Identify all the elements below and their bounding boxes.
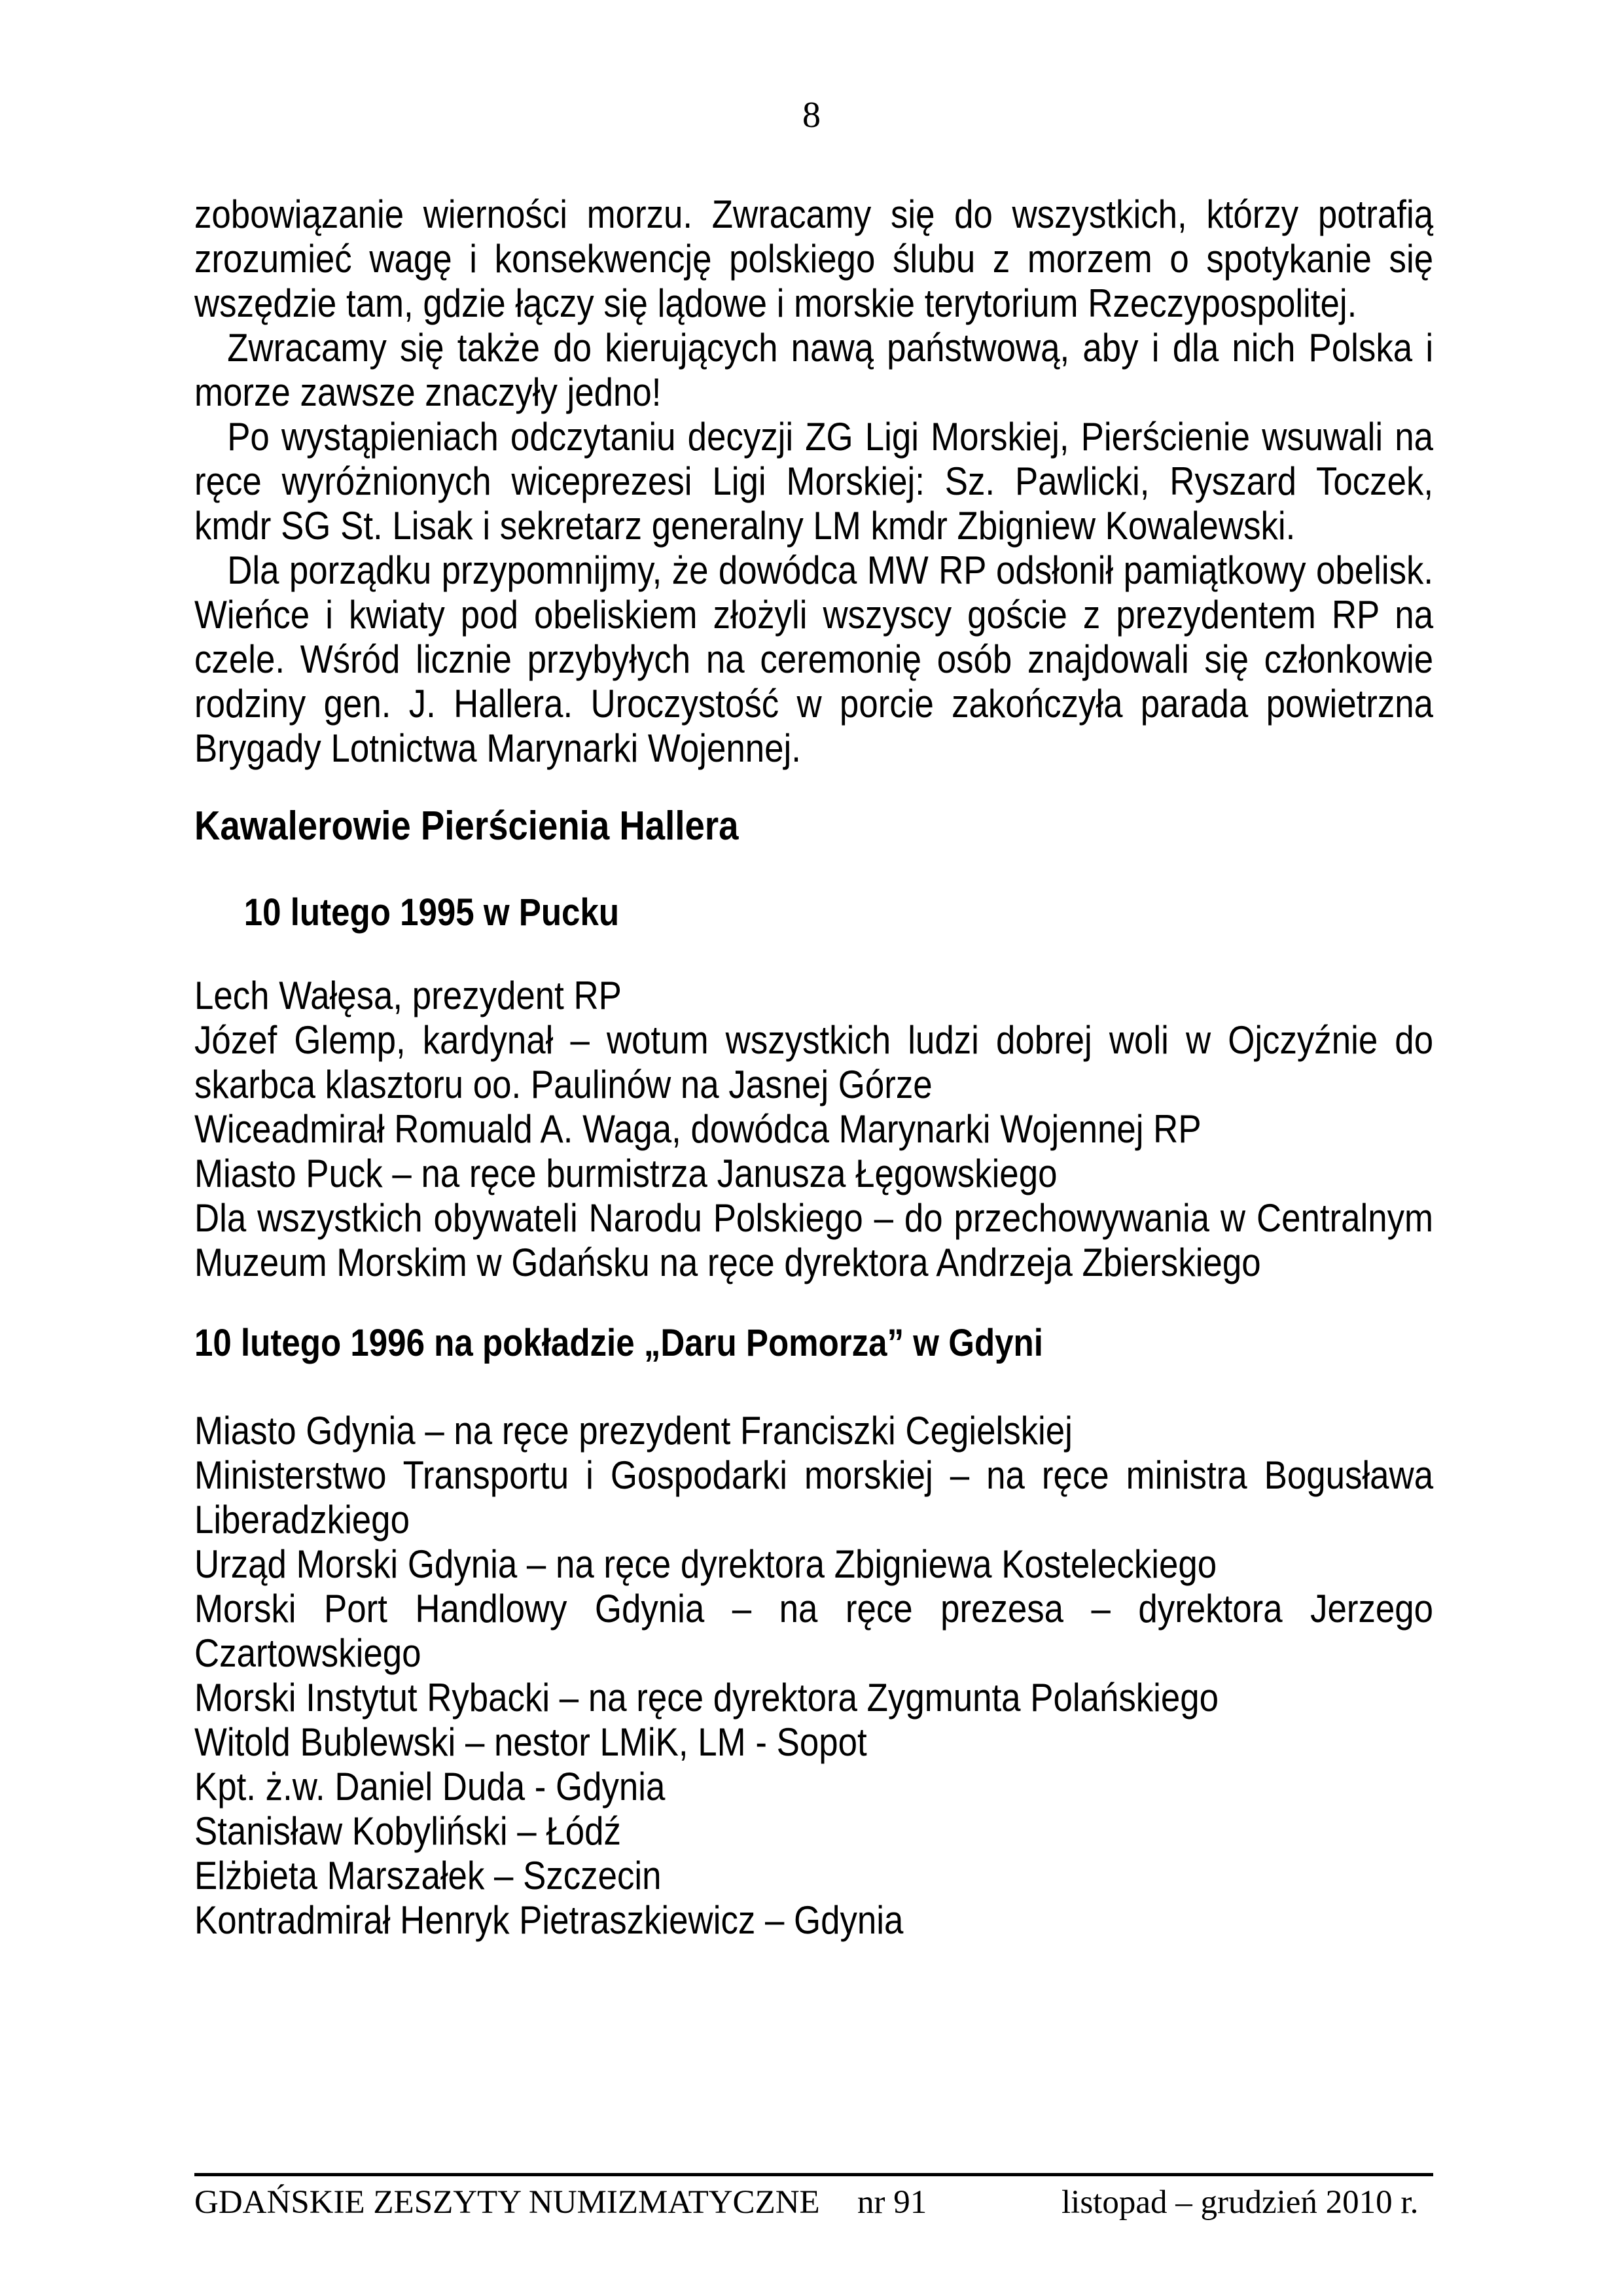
list-item: Morski Instytut Rybacki – na ręce dyrektora Zygmunta Polańskiego [194, 1676, 1219, 1720]
list-item: Miasto Puck – na ręce burmistrza Janusza Łęgowskiego [194, 1152, 1058, 1195]
list-item: Józef Glemp, kardynał – wotum wszystkich ludzi dobrej woli w Ojczyźnie do skarbca klasztoru oo. Paulinów na Jasnej Górze [194, 1018, 1434, 1106]
list-item: Morski Port Handlowy Gdynia – na ręce prezesa – dyrektora Jerzego Czartowskiego [194, 1587, 1434, 1675]
recipients-list-1995 [194, 974, 1433, 1285]
footer-issue-number: nr 91 [857, 2184, 927, 2221]
list-item: Stanisław Kobyliński – Łódź [194, 1809, 621, 1853]
paragraph: Po wystąpieniach odczytaniu decyzji ZG Ligi Morskiej, Pierścienie wsuwali na ręce wyróżnionych wiceprezesi Ligi Morskiej: Sz. Pawlicki, Ryszard Toczek, kmdr SG St. Lisak i sekretarz generalny LM kmdr Zbigniew Kowalewski. [194, 415, 1434, 548]
list-item: Kpt. ż.w. Daniel Duda - Gdynia [194, 1765, 666, 1809]
list-item: Wiceadmirał Romuald A. Waga, dowódca Marynarki Wojennej RP [194, 1107, 1202, 1151]
list-item: Dla wszystkich obywateli Narodu Polskiego – do przechowywania w Centralnym Muzeum Morskim w Gdańsku na ręce dyrektora Andrzeja Zbierskiego [194, 1196, 1434, 1284]
section-heading: Kawalerowie Pierścienia Hallera [194, 804, 739, 849]
footer-journal-title: GDAŃSKIE ZESZYTY NUMIZMATYCZNE [194, 2184, 820, 2221]
subsection-heading-1996: 10 lutego 1996 na pokładzie „Daru Pomorza” w Gdyni [194, 1322, 1043, 1364]
page-number: 8 [802, 95, 821, 135]
list-item: Lech Wałęsa, prezydent RP [194, 974, 622, 1017]
list-item: Kontradmirał Henryk Pietraszkiewicz – Gdynia [194, 1898, 904, 1942]
list-item: Witold Bublewski – nestor LMiK, LM - Sopot [194, 1720, 867, 1764]
list-item: Elżbieta Marszałek – Szczecin [194, 1854, 662, 1898]
list-item: Urząd Morski Gdynia – na ręce dyrektora Zbigniewa Kosteleckiego [194, 1542, 1217, 1586]
subsection-heading-1995: 10 lutego 1995 w Pucku [243, 891, 620, 934]
paragraph: Zwracamy się także do kierujących nawą państwową, aby i dla nich Polska i morze zawsze znaczyły jedno! [194, 326, 1434, 414]
paragraph: zobowiązanie wierności morzu. Zwracamy się do wszystkich, którzy potrafią zrozumieć wagę i konsekwencję polskiego ślubu z morzem o spotykanie się wszędzie tam, gdzie łączy się lądowe i morskie terytorium Rzeczypospolitej. [194, 192, 1434, 325]
footer-date: listopad – grudzień 2010 r. [1061, 2184, 1419, 2221]
list-item: Miasto Gdynia – na ręce prezydent Franciszki Cegielskiej [194, 1409, 1073, 1453]
page-footer [194, 2173, 1433, 2229]
paragraph: Dla porządku przypomnijmy, że dowódca MW RP odsłonił pamiątkowy obelisk. Wieńce i kwiaty pod obeliskiem złożyli wszyscy goście z prezydentem RP na czele. Wśród licznie przybyłych na ceremonię osób znajdowali się członkowie rodziny gen. J. Hallera. Uroczystość w porcie zakończyła parada powietrzna Brygady Lotnictwa Marynarki Wojennej. [194, 548, 1434, 770]
article-body [194, 192, 1433, 1943]
recipients-list-1996 [194, 1409, 1433, 1943]
list-item: Ministerstwo Transportu i Gospodarki morskiej – na ręce ministra Bogusława Liberadzkiego [194, 1453, 1434, 1542]
